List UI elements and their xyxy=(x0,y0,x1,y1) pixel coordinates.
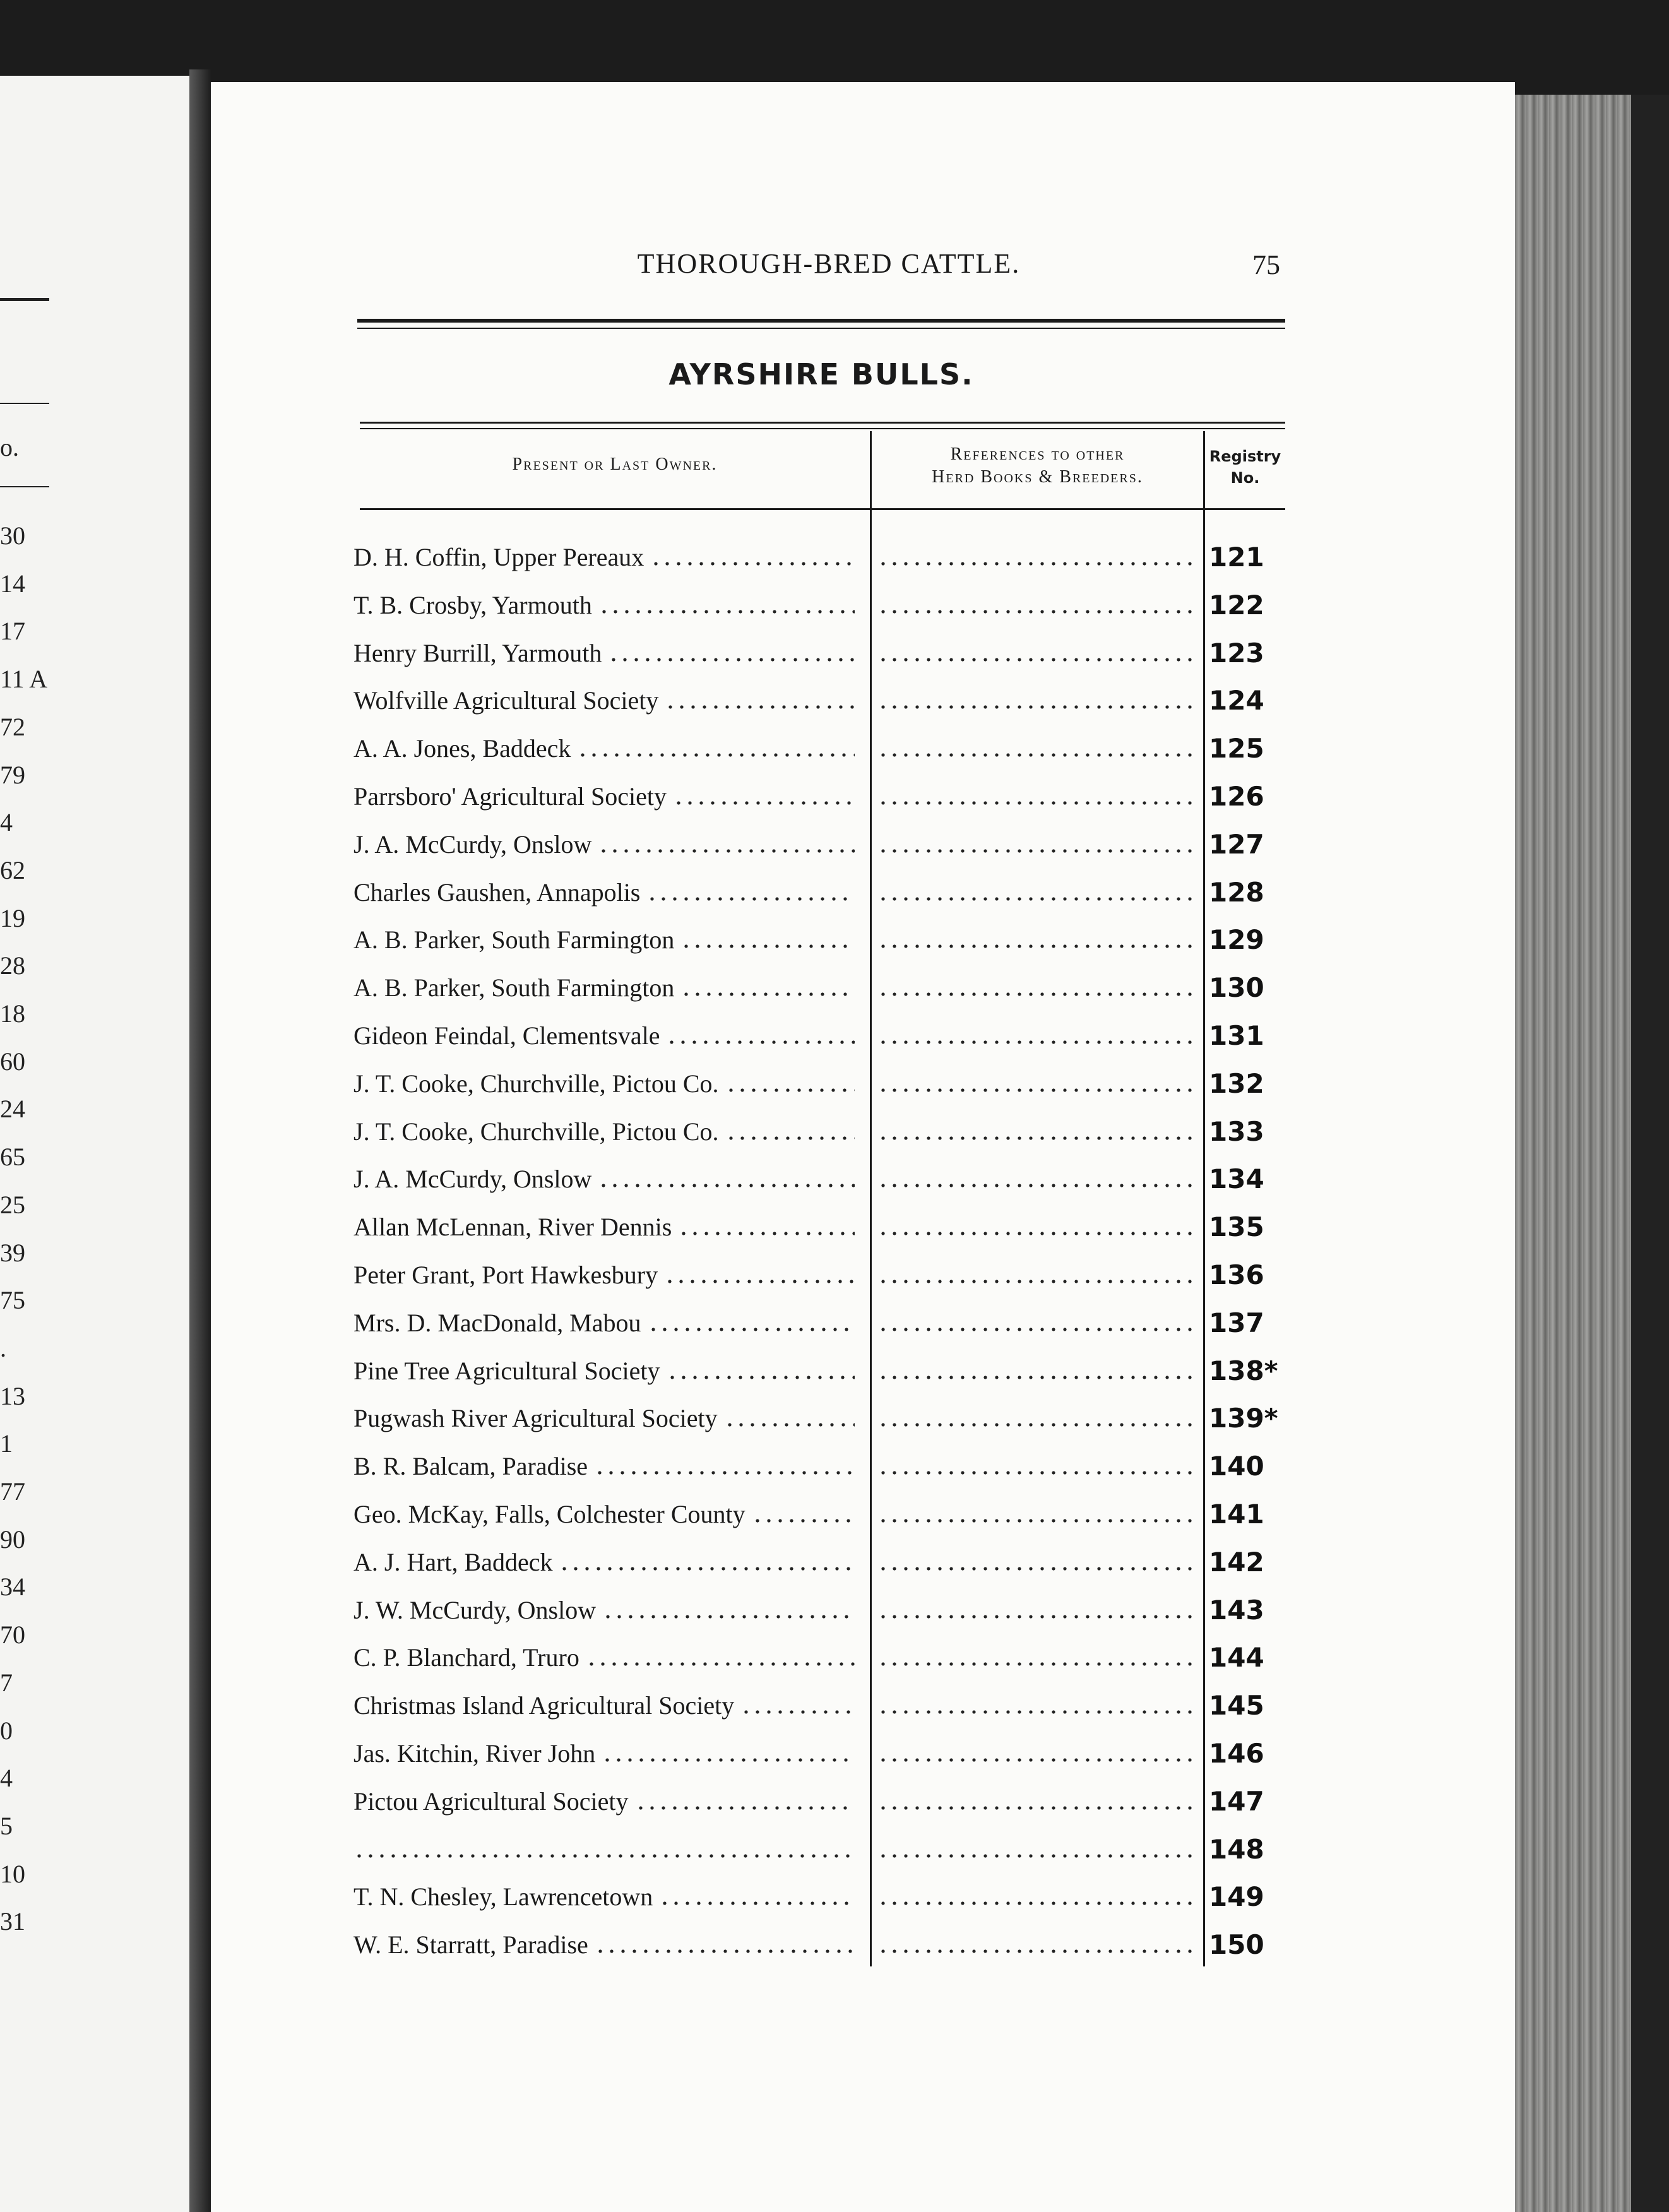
facing-page-number-fragment: 0 xyxy=(0,1716,13,1745)
registry-number: 147 xyxy=(1209,1785,1264,1817)
facing-page-number-fragment: 25 xyxy=(0,1191,25,1219)
table-row xyxy=(353,915,1300,963)
owner-cell xyxy=(353,868,864,916)
table-row xyxy=(353,1299,1300,1347)
dot-leader xyxy=(646,896,855,902)
owner-cell xyxy=(353,629,864,677)
dot-leader xyxy=(725,1135,855,1141)
page-number: 75 xyxy=(1252,249,1280,280)
owner-cell xyxy=(353,1394,864,1442)
owner-cell xyxy=(353,1633,864,1681)
owner-name: D. H. Coffin, Upper Pereaux xyxy=(353,542,644,571)
registry-number: 125 xyxy=(1209,732,1264,764)
facing-page-number-fragment: 17 xyxy=(0,617,25,645)
dot-leader xyxy=(608,657,855,663)
facing-page-number-fragment: 30 xyxy=(0,521,25,550)
table-row xyxy=(353,1586,1300,1634)
dot-leader xyxy=(725,1087,855,1093)
facing-page-number-fragment: 79 xyxy=(0,761,25,789)
registry-number: 134 xyxy=(1209,1163,1264,1194)
table-row xyxy=(353,1872,1300,1920)
table-row xyxy=(353,1251,1300,1299)
references-dot-leader xyxy=(877,1135,1198,1141)
owner-name: Christmas Island Agricultural Society xyxy=(353,1691,735,1720)
table-row xyxy=(353,1729,1300,1777)
registry-number: 148 xyxy=(1209,1833,1264,1865)
owner-cell xyxy=(353,533,864,581)
table-row xyxy=(353,1442,1300,1490)
table-row xyxy=(353,772,1300,820)
owner-cell xyxy=(353,1490,864,1538)
owner-cell xyxy=(353,1155,864,1203)
owner-cell xyxy=(353,1538,864,1586)
references-dot-leader xyxy=(877,896,1198,902)
references-dot-leader xyxy=(877,991,1198,997)
references-dot-leader xyxy=(877,704,1198,710)
owner-cell xyxy=(353,1299,864,1347)
table-row xyxy=(353,1681,1300,1729)
dot-leader xyxy=(665,704,855,710)
dot-leader xyxy=(673,800,855,806)
owner-name: J. A. McCurdy, Onslow xyxy=(353,830,592,859)
owner-name: J. T. Cooke, Churchville, Pictou Co. xyxy=(353,1117,719,1146)
references-dot-leader xyxy=(877,1614,1198,1620)
owner-cell xyxy=(353,1777,864,1825)
dot-leader xyxy=(740,1709,855,1715)
registry-number: 129 xyxy=(1209,924,1264,955)
registry-number: 132 xyxy=(1209,1067,1264,1099)
facing-page-number-fragment: 75 xyxy=(0,1286,25,1314)
owner-cell xyxy=(353,915,864,963)
registry-number: 123 xyxy=(1209,637,1264,669)
facing-page-number-fragment: 72 xyxy=(0,713,25,741)
facing-page-number-fragment: 13 xyxy=(0,1382,25,1410)
references-dot-leader xyxy=(877,1278,1198,1285)
facing-page-number-fragment: 77 xyxy=(0,1477,25,1506)
references-dot-leader xyxy=(877,1182,1198,1189)
references-dot-leader xyxy=(877,1039,1198,1045)
registry-number: 133 xyxy=(1209,1115,1264,1147)
references-dot-leader xyxy=(877,1853,1198,1859)
owner-name: A. A. Jones, Baddeck xyxy=(353,734,571,763)
references-dot-leader xyxy=(877,1661,1198,1667)
registry-number: 150 xyxy=(1209,1929,1264,1960)
owner-name: J. T. Cooke, Churchville, Pictou Co. xyxy=(353,1069,719,1098)
dot-leader xyxy=(650,561,855,567)
references-dot-leader xyxy=(877,1805,1198,1811)
table-row xyxy=(353,820,1300,868)
references-dot-leader xyxy=(877,1566,1198,1572)
owner-cell xyxy=(353,1251,864,1299)
table-row xyxy=(353,676,1300,724)
owner-cell xyxy=(353,724,864,772)
owner-cell xyxy=(353,1872,864,1920)
references-dot-leader xyxy=(877,1470,1198,1476)
owner-name: Gideon Feindal, Clementsvale xyxy=(353,1021,660,1050)
owner-cell xyxy=(353,676,864,724)
registry-number: 142 xyxy=(1209,1546,1264,1578)
owner-name: Wolfville Agricultural Society xyxy=(353,686,659,715)
column-header-registry-line2: No. xyxy=(1230,469,1260,487)
table-row xyxy=(353,1825,1300,1873)
dot-leader xyxy=(635,1805,855,1811)
registry-number: 149 xyxy=(1209,1881,1264,1912)
registry-number: 122 xyxy=(1209,589,1264,621)
dot-leader xyxy=(680,991,855,997)
table-row xyxy=(353,963,1300,1011)
owner-name: Mrs. D. MacDonald, Mabou xyxy=(353,1308,641,1337)
running-head: THOROUGH-BRED CATTLE. xyxy=(637,248,1021,279)
owner-cell xyxy=(353,1586,864,1634)
owner-name: T. B. Crosby, Yarmouth xyxy=(353,590,592,619)
facing-page-number-fragment: 19 xyxy=(0,904,25,932)
dot-leader xyxy=(752,1518,855,1524)
owner-cell xyxy=(353,1059,864,1107)
table-row xyxy=(353,629,1300,677)
owner-name: Peter Grant, Port Hawkesbury xyxy=(353,1260,658,1289)
facing-page-number-fragment: 10 xyxy=(0,1860,25,1888)
table-row xyxy=(353,1155,1300,1203)
owner-name: A. B. Parker, South Farmington xyxy=(353,925,675,954)
facing-page-number-fragment: 28 xyxy=(0,951,25,980)
owner-cell xyxy=(353,1920,864,1968)
references-dot-leader xyxy=(877,1518,1198,1524)
owner-name: C. P. Blanchard, Truro xyxy=(353,1643,579,1672)
dot-leader xyxy=(586,1661,855,1667)
dot-leader xyxy=(680,943,855,949)
dot-leader xyxy=(648,1326,855,1333)
references-dot-leader xyxy=(877,848,1198,854)
references-dot-leader xyxy=(877,609,1198,615)
table-row xyxy=(353,1920,1300,1968)
owner-name: B. R. Balcam, Paradise xyxy=(353,1451,588,1480)
references-dot-leader xyxy=(877,943,1198,949)
dot-leader xyxy=(602,1614,855,1620)
registry-number: 126 xyxy=(1209,780,1264,812)
table-row xyxy=(353,1107,1300,1155)
dot-leader xyxy=(353,1853,855,1859)
owner-name: Pine Tree Agricultural Society xyxy=(353,1356,660,1385)
owner-cell xyxy=(353,772,864,820)
dot-leader xyxy=(666,1039,855,1045)
dot-leader xyxy=(602,1757,855,1763)
table-row xyxy=(353,1777,1300,1825)
facing-page-number-fragment: 65 xyxy=(0,1143,25,1171)
dot-leader xyxy=(678,1230,855,1237)
table-row xyxy=(353,1059,1300,1107)
owner-cell xyxy=(353,820,864,868)
owner-name: Pictou Agricultural Society xyxy=(353,1787,629,1816)
owner-cell xyxy=(353,1825,864,1873)
owner-cell xyxy=(353,1011,864,1059)
dot-leader xyxy=(577,752,855,758)
owner-name: A. B. Parker, South Farmington xyxy=(353,973,675,1002)
registry-number: 140 xyxy=(1209,1450,1264,1482)
table-row xyxy=(353,1011,1300,1059)
table-row xyxy=(353,1538,1300,1586)
dot-leader xyxy=(724,1422,855,1428)
owner-name: Charles Gaushen, Annapolis xyxy=(353,877,641,907)
column-header-owner: Present or Last Owner. xyxy=(512,455,718,474)
registry-number: 138* xyxy=(1209,1355,1278,1386)
facing-page-header-fragment: o. xyxy=(0,433,19,461)
owner-cell xyxy=(353,1681,864,1729)
dot-leader xyxy=(598,609,855,615)
references-dot-leader xyxy=(877,800,1198,806)
facing-page-number-fragment: 4 xyxy=(0,1764,13,1792)
dot-leader xyxy=(598,1182,855,1189)
facing-page-number-fragment: 14 xyxy=(0,569,25,598)
references-dot-leader xyxy=(877,1374,1198,1381)
dot-leader xyxy=(594,1470,855,1476)
facing-page-number-fragment: 24 xyxy=(0,1095,25,1123)
owner-name: W. E. Starratt, Paradise xyxy=(353,1930,588,1959)
table-row xyxy=(353,1347,1300,1394)
owner-name: J. A. McCurdy, Onslow xyxy=(353,1164,592,1193)
references-dot-leader xyxy=(877,561,1198,567)
facing-page-number-fragment: 62 xyxy=(0,856,25,884)
table-row xyxy=(353,1203,1300,1251)
section-title: AYRSHIRE BULLS. xyxy=(668,357,974,391)
registry-number: 139* xyxy=(1209,1402,1278,1434)
column-header-references-line2: Herd Books & Breeders. xyxy=(932,467,1143,487)
registry-number: 146 xyxy=(1209,1737,1264,1769)
references-dot-leader xyxy=(877,1326,1198,1333)
table-row xyxy=(353,1394,1300,1442)
registry-number: 144 xyxy=(1209,1641,1264,1673)
table-row xyxy=(353,581,1300,629)
registry-number: 130 xyxy=(1209,972,1264,1003)
facing-page-number-fragment: 70 xyxy=(0,1620,25,1649)
owner-name: T. N. Chesley, Lawrencetown xyxy=(353,1882,653,1911)
registry-number: 121 xyxy=(1209,541,1264,573)
references-dot-leader xyxy=(877,1900,1198,1906)
references-dot-leader xyxy=(877,657,1198,663)
owner-cell xyxy=(353,1729,864,1777)
references-dot-leader xyxy=(877,1709,1198,1715)
references-dot-leader xyxy=(877,752,1198,758)
registry-number: 143 xyxy=(1209,1594,1264,1626)
facing-page-number-fragment: . xyxy=(0,1334,6,1362)
registry-number: 128 xyxy=(1209,876,1264,908)
owner-cell xyxy=(353,1203,864,1251)
table-row xyxy=(353,533,1300,581)
owner-name: Allan McLennan, River Dennis xyxy=(353,1212,672,1241)
owner-name: Parrsboro' Agricultural Society xyxy=(353,782,667,811)
registry-number: 145 xyxy=(1209,1689,1264,1721)
facing-page-number-fragment: 7 xyxy=(0,1668,13,1697)
owner-name: A. J. Hart, Baddeck xyxy=(353,1547,553,1576)
registry-number: 127 xyxy=(1209,828,1264,860)
facing-page-number-fragment: 18 xyxy=(0,999,25,1028)
facing-page-number-fragment: 5 xyxy=(0,1812,13,1840)
owner-cell xyxy=(353,1107,864,1155)
references-dot-leader xyxy=(877,1948,1198,1954)
facing-page-number-fragment: 90 xyxy=(0,1525,25,1554)
registry-number: 131 xyxy=(1209,1020,1264,1051)
owner-name: J. W. McCurdy, Onslow xyxy=(353,1595,597,1624)
dot-leader xyxy=(598,848,855,854)
column-header-references-line1: References to other xyxy=(950,444,1125,464)
references-dot-leader xyxy=(877,1757,1198,1763)
owner-name: Henry Burrill, Yarmouth xyxy=(353,638,602,667)
facing-page-number-fragment: 11 A xyxy=(0,665,48,693)
owner-cell xyxy=(353,1347,864,1394)
facing-page-number-fragment: 60 xyxy=(0,1047,25,1076)
owner-cell xyxy=(353,1442,864,1490)
owner-name: Jas. Kitchin, River John xyxy=(353,1739,596,1768)
owner-cell xyxy=(353,581,864,629)
dot-leader xyxy=(664,1278,855,1285)
facing-page-number-fragment: 4 xyxy=(0,808,13,836)
references-dot-leader xyxy=(877,1087,1198,1093)
registry-number: 135 xyxy=(1209,1211,1264,1242)
registry-number: 141 xyxy=(1209,1498,1264,1530)
table-row xyxy=(353,724,1300,772)
column-header-registry-line1: Registry xyxy=(1209,448,1281,465)
owner-cell xyxy=(353,963,864,1011)
registry-number: 136 xyxy=(1209,1259,1264,1290)
dot-leader xyxy=(559,1566,855,1572)
registry-number: 124 xyxy=(1209,684,1264,716)
table-row xyxy=(353,1633,1300,1681)
owner-name: Geo. McKay, Falls, Colchester County xyxy=(353,1499,745,1528)
facing-page-number-fragment: 1 xyxy=(0,1429,13,1458)
owner-name: Pugwash River Agricultural Society xyxy=(353,1403,718,1432)
dot-leader xyxy=(659,1900,855,1906)
dot-leader xyxy=(667,1374,855,1381)
dot-leader xyxy=(595,1948,855,1954)
facing-page-number-fragment: 31 xyxy=(0,1907,25,1936)
table-row xyxy=(353,1490,1300,1538)
facing-page-number-fragment: 39 xyxy=(0,1239,25,1267)
references-dot-leader xyxy=(877,1422,1198,1428)
registry-number: 137 xyxy=(1209,1307,1264,1338)
table-row xyxy=(353,868,1300,916)
facing-page-number-fragment: 34 xyxy=(0,1573,25,1601)
references-dot-leader xyxy=(877,1230,1198,1237)
